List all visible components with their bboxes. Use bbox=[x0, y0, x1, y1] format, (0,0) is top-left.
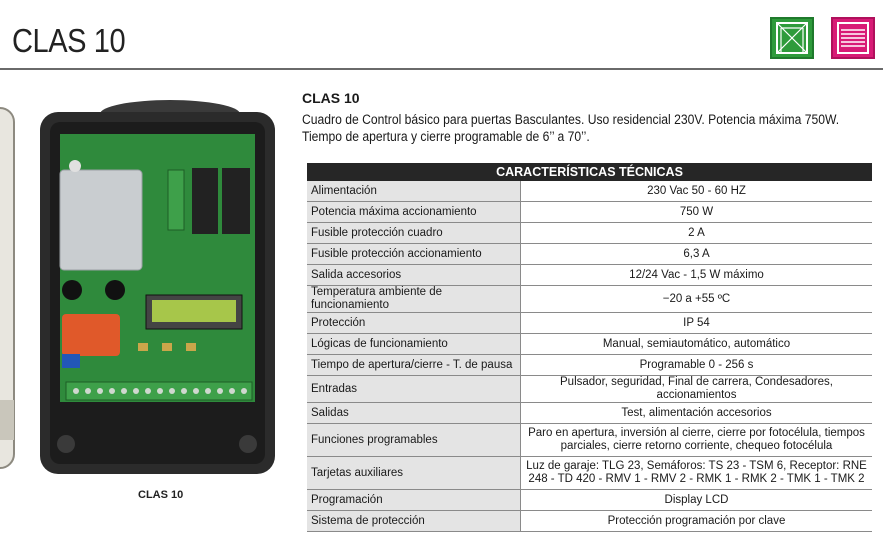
control-board-photo bbox=[0, 100, 278, 478]
spec-label: Temperatura ambiente de funcionamiento bbox=[307, 286, 521, 313]
spec-value: Luz de garaje: TLG 23, Semáforos: TS 23 - TSM 6, Receptor: RNE 248 - TD 420 - RMV 1 - RMV 2 - RMK 1 - RMK 2 - TMK 1 - TMK 2 bbox=[521, 457, 873, 490]
spec-label: Programación bbox=[307, 490, 521, 511]
spec-label: Fusible protección cuadro bbox=[307, 223, 521, 244]
table-row bbox=[307, 265, 872, 286]
spec-value: 12/24 Vac - 1,5 W máximo bbox=[521, 265, 873, 286]
table-row bbox=[307, 286, 872, 313]
spec-value: −20 a +55 ºC bbox=[521, 286, 873, 313]
product-description: Cuadro de Control básico para puertas Basculantes. Uso residencial 230V. Potencia máxima 750W. Tiempo de apertura y cierre programable de 6’’ a 70’’. bbox=[302, 112, 840, 144]
spec-label: Lógicas de funcionamiento bbox=[307, 334, 521, 355]
spec-label: Tiempo de apertura/cierre - T. de pausa bbox=[307, 355, 521, 376]
table-row bbox=[307, 355, 872, 376]
table-row bbox=[307, 313, 872, 334]
spec-label: Tarjetas auxiliares bbox=[307, 457, 521, 490]
title-divider bbox=[0, 68, 883, 70]
specs-header-row bbox=[307, 163, 872, 181]
spec-label: Sistema de protección bbox=[307, 511, 521, 532]
specs-table bbox=[307, 163, 872, 532]
spec-value: Manual, semiautomático, automático bbox=[521, 334, 873, 355]
spec-value: 750 W bbox=[521, 202, 873, 223]
spec-value: 230 Vac 50 - 60 HZ bbox=[521, 181, 873, 202]
spec-label: Salidas bbox=[307, 403, 521, 424]
table-row bbox=[307, 202, 872, 223]
page-title: CLAS 10 bbox=[12, 22, 126, 59]
specs-header: CARACTERÍSTICAS TÉCNICAS bbox=[307, 163, 872, 181]
spec-value: Display LCD bbox=[521, 490, 873, 511]
spec-value: Pulsador, seguridad, Final de carrera, Condesadores, accionamientos bbox=[521, 376, 873, 403]
table-row bbox=[307, 181, 872, 202]
spec-label: Salida accesorios bbox=[307, 265, 521, 286]
spec-value: Paro en apertura, inversión al cierre, cierre por fotocélula, tiempos parciales, cierre retorno corriente, chequeo fotocélula bbox=[521, 424, 873, 457]
spec-value: Programable 0 - 256 s bbox=[521, 355, 873, 376]
garage-door-pink-icon bbox=[831, 17, 875, 59]
spec-value: IP 54 bbox=[521, 313, 873, 334]
spec-label: Funciones programables bbox=[307, 424, 521, 457]
table-row bbox=[307, 457, 872, 490]
garage-door-green-icon bbox=[770, 17, 814, 59]
spec-label: Entradas bbox=[307, 376, 521, 403]
spec-label: Protección bbox=[307, 313, 521, 334]
table-row bbox=[307, 424, 872, 457]
table-row bbox=[307, 376, 872, 403]
product-heading: CLAS 10 bbox=[302, 90, 360, 106]
spec-value: 2 A bbox=[521, 223, 873, 244]
spec-label: Potencia máxima accionamiento bbox=[307, 202, 521, 223]
spec-label: Alimentación bbox=[307, 181, 521, 202]
table-row bbox=[307, 223, 872, 244]
table-row bbox=[307, 490, 872, 511]
spec-label: Fusible protección accionamiento bbox=[307, 244, 521, 265]
spec-value: Protección programación por clave bbox=[521, 511, 873, 532]
table-row bbox=[307, 334, 872, 355]
spec-value: 6,3 A bbox=[521, 244, 873, 265]
spec-value: Test, alimentación accesorios bbox=[521, 403, 873, 424]
table-row bbox=[307, 244, 872, 265]
table-row bbox=[307, 403, 872, 424]
table-row bbox=[307, 511, 872, 532]
photo-caption: CLAS 10 bbox=[138, 489, 184, 501]
